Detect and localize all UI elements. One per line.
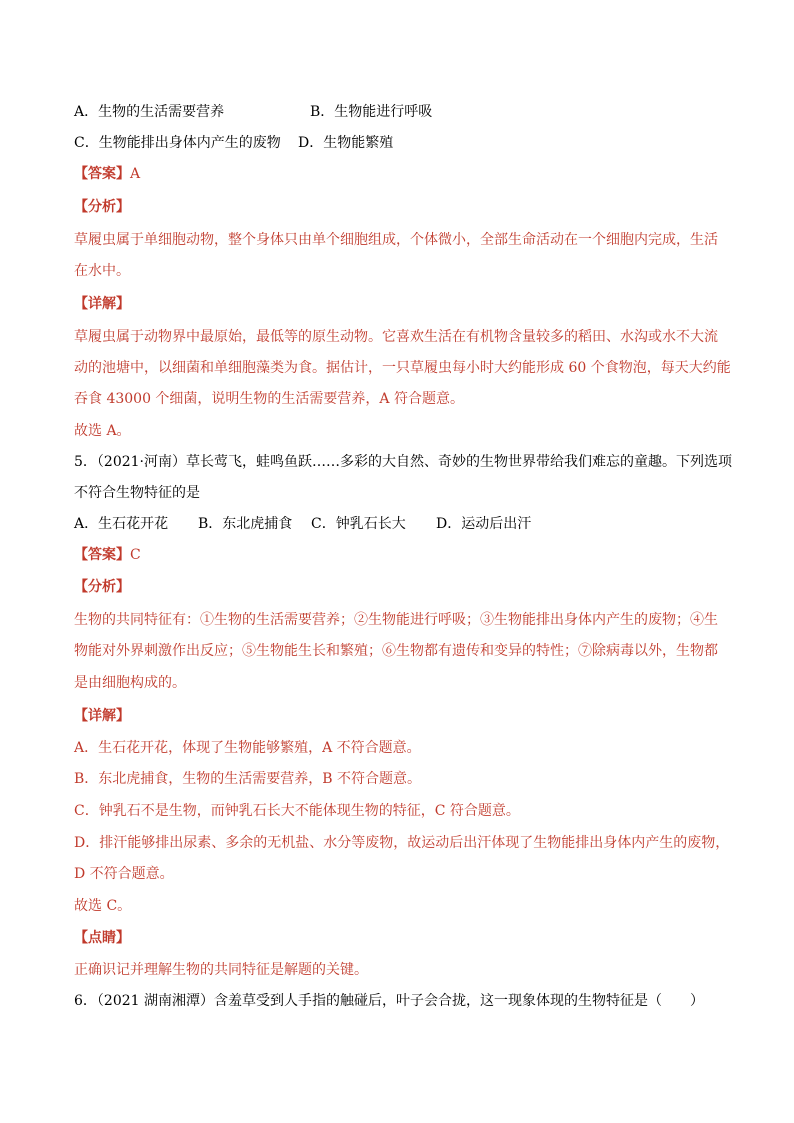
q5-options-row xyxy=(74,514,724,534)
q5-detail-line-3: C．钟乳石不是生物，而钟乳石长大不能体现生物的特征，C 符合题意。 xyxy=(74,803,520,819)
q4-answer-value: A xyxy=(130,166,141,182)
q4-options-row-1 xyxy=(74,102,724,122)
q5-analysis-line-1: 生物的共同特征有：①生物的生活需要营养；②生物能进行呼吸；③生物能排出身体内产生的废物；④生 xyxy=(74,612,718,628)
q5-option-b: B．东北虎捕食 xyxy=(198,516,293,532)
q5-answer-value: C xyxy=(130,547,141,563)
q5-detail-line-1: A．生石花开花，体现了生物能够繁殖，A 不符合题意。 xyxy=(74,740,421,756)
q6-stem-line: 6．（2021 湖南湘潭）含羞草受到人手指的触碰后，叶子会合拢，这一现象体现的生物特征是（ ） xyxy=(74,993,704,1009)
q5-stem-line-1: 5．（2021·河南）草长莺飞，蛙鸣鱼跃……多彩的大自然、奇妙的生物世界带给我们难忘的童趣。下列选项 xyxy=(74,454,732,470)
q4-answer-tag: 【答案】 xyxy=(74,166,130,182)
q5-option-a: A．生石花开花 xyxy=(74,516,169,532)
q5-answer-line xyxy=(74,545,724,565)
q4-option-b: B．生物能进行呼吸 xyxy=(310,104,433,120)
q5-answer-tag: 【答案】 xyxy=(74,547,130,563)
q4-option-c: C．生物能排出身体内产生的废物 xyxy=(74,135,281,151)
q5-detail-line-2: B．东北虎捕食，生物的生活需要营养，B 不符合题意。 xyxy=(74,771,422,787)
q5-detail-line-4: D．排汗能够排出尿素、多余的无机盐、水分等废物，故运动后出汗体现了生物能排出身体内产生的废物， xyxy=(74,835,730,851)
q5-analysis-line-2: 物能对外界刺激作出反应；⑤生物能生长和繁殖；⑥生物都有遗传和变异的特性；⑦除病毒以外，生物都 xyxy=(74,643,718,659)
q5-detail-tag: 【详解】 xyxy=(74,708,130,724)
q4-answer-line xyxy=(74,164,724,184)
q5-option-d: D．运动后出汗 xyxy=(436,516,532,532)
q5-comment-line: 正确识记并理解生物的共同特征是解题的关键。 xyxy=(74,962,368,978)
q4-detail-tag: 【详解】 xyxy=(74,296,130,312)
q4-detail-line-3: 吞食 43000 个细菌，说明生物的生活需要营养，A 符合题意。 xyxy=(74,391,464,407)
q4-detail-line-1: 草履虫属于动物界中最原始，最低等的原生动物。它喜欢生活在有机物含量较多的稻田、水沟或水不大流 xyxy=(74,329,718,345)
q5-conclusion: 故选 C。 xyxy=(74,898,132,914)
q4-detail-line-2: 动的池塘中，以细菌和单细胞藻类为食。据估计，一只草履虫每小时大约能形成 60 个食物泡，每天大约能 xyxy=(74,360,731,376)
q4-analysis-line-2: 在水中。 xyxy=(74,263,130,279)
q5-comment-tag: 【点睛】 xyxy=(74,930,130,946)
q4-analysis-tag: 【分析】 xyxy=(74,199,130,215)
q5-analysis-line-3: 是由细胞构成的。 xyxy=(74,675,186,691)
q5-detail-line-5: D 不符合题意。 xyxy=(74,866,174,882)
q4-option-a: A．生物的生活需要营养 xyxy=(74,104,225,120)
q4-option-d: D．生物能繁殖 xyxy=(298,135,394,151)
q4-options-row-2 xyxy=(74,133,724,153)
q4-conclusion: 故选 A。 xyxy=(74,423,131,439)
q5-analysis-tag: 【分析】 xyxy=(74,579,130,595)
q5-stem-line-2: 不符合生物特征的是 xyxy=(74,485,200,501)
q4-analysis-line-1: 草履虫属于单细胞动物，整个身体只由单个细胞组成，个体微小，全部生命活动在一个细胞内完成，生活 xyxy=(74,232,718,248)
q5-option-c: C．钟乳石长大 xyxy=(311,516,406,532)
